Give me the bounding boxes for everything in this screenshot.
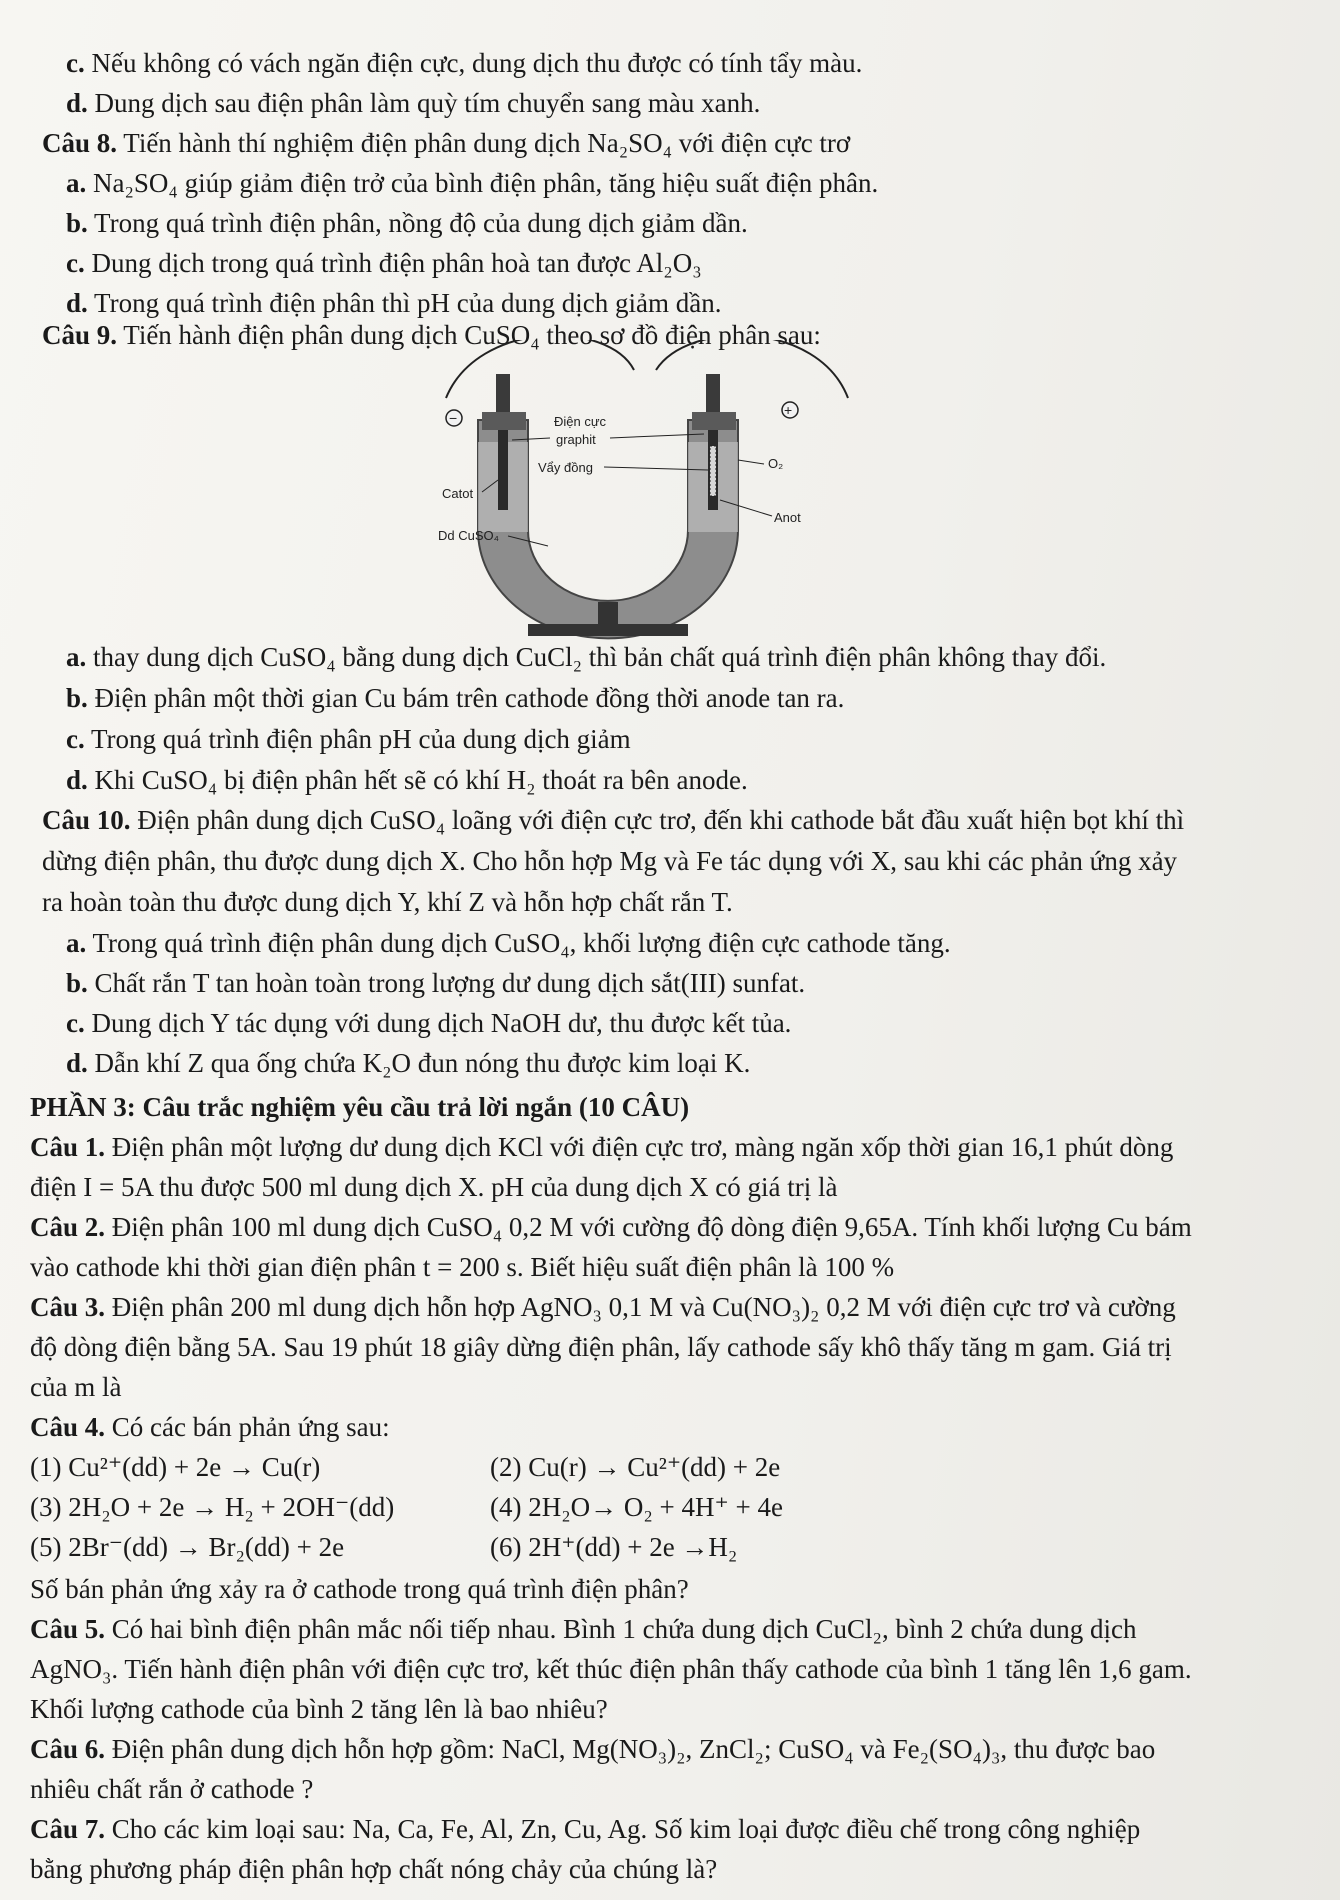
label-catot: Catot (442, 486, 474, 501)
option-letter: a. (66, 168, 87, 198)
text-line: Số bán phản ứng xảy ra ở cathode trong quá trình điện phân? (30, 1574, 689, 1604)
question-number: Câu 5. (30, 1614, 106, 1644)
text-line: d. Trong quá trình điện phân thì pH của dung dịch giảm dần. (66, 288, 722, 318)
pointer-o2 (738, 460, 764, 464)
question-7: Câu 7. Cho các kim loại sau: Na, Ca, Fe, Al, Zn, Cu, Ag. Số kim loại được điều chế trong công nghiệp (30, 1814, 1141, 1844)
option-letter: b. (66, 968, 88, 998)
question-number: Câu 1. (30, 1132, 106, 1162)
label-o2: O₂ (768, 456, 784, 471)
text-line: b. Chất rắn T tan hoàn toàn trong lượng dư dung dịch sắt(III) sunfat. (66, 968, 806, 998)
question-10-title: Câu 10. Điện phân dung dịch CuSO₄ loãng với điện cực trơ, đến khi cathode bắt đầu xuất hiện bọt khí thì (42, 805, 1185, 835)
label-anot: Anot (774, 510, 801, 525)
question-9-title: Câu 9. Tiến hành điện phân dung dịch CuSO₄ theo sơ đồ điện phân sau: (42, 320, 821, 350)
text-line: ra hoàn toàn thu được dung dịch Y, khí Z và hỗn hợp chất rắn T. (42, 887, 733, 917)
option-letter: d. (66, 88, 88, 118)
question-4: Câu 4. Có các bán phản ứng sau: (30, 1412, 390, 1442)
text-line: dừng điện phân, thu được dung dịch X. Cho hỗn hợp Mg và Fe tác dụng với X, sau khi các phản ứng xảy (42, 846, 1178, 876)
question-3: Câu 3. Điện phân 200 ml dung dịch hỗn hợp AgNO₃ 0,1 M và Cu(NO₃)₂ 0,2 M với điện cực trơ và cường (30, 1292, 1176, 1322)
option-letter: a. (66, 642, 87, 672)
text-line: a. Trong quá trình điện phân dung dịch CuSO₄, khối lượng điện cực cathode tăng. (66, 928, 951, 958)
question-5: Câu 5. Có hai bình điện phân mắc nối tiếp nhau. Bình 1 chứa dung dịch CuCl₂, bình 2 chứa dung dịch (30, 1614, 1137, 1644)
text-line: điện I = 5A thu được 500 ml dung dịch X. pH của dung dịch X có giá trị là (30, 1172, 838, 1202)
plus-sign: + (784, 402, 793, 418)
text-line: d. Dung dịch sau điện phân làm quỳ tím chuyển sang màu xanh. (66, 88, 761, 118)
question-1: Câu 1. Điện phân một lượng dư dung dịch KCl với điện cực trơ, màng ngăn xốp thời gian 16,1 phút dòng (30, 1132, 1174, 1162)
question-number: Câu 7. (30, 1814, 106, 1844)
reaction-1: (1) Cu²⁺(dd) + 2e → Cu(r) (30, 1452, 321, 1482)
text-line: của m là (30, 1372, 122, 1402)
text-line: b. Trong quá trình điện phân, nồng độ của dung dịch giảm dần. (66, 208, 748, 238)
reaction-3: (3) 2H₂O + 2e → H₂ + 2OH⁻(dd) (30, 1492, 395, 1522)
text-line: a. thay dung dịch CuSO₄ bằng dung dịch CuCl₂ thì bản chất quá trình điện phân không thay đổi. (66, 642, 1107, 672)
option-letter: d. (66, 765, 88, 795)
cathode-stopper (482, 412, 526, 430)
text-line: d. Khi CuSO₄ bị điện phân hết sẽ có khí H₂ thoát ra bên anode. (66, 765, 748, 795)
question-number: Câu 10. (42, 805, 131, 835)
text-line: Khối lượng cathode của bình 2 tăng lên là bao nhiêu? (30, 1694, 608, 1724)
anode-stopper (692, 412, 736, 430)
text-line: d. Dẫn khí Z qua ống chứa K₂O đun nóng thu được kim loại K. (66, 1048, 751, 1078)
option-letter: d. (66, 1048, 88, 1078)
question-number: Câu 8. (42, 128, 118, 158)
reaction-2: (2) Cu(r) → Cu²⁺(dd) + 2e (490, 1452, 781, 1482)
question-number: Câu 3. (30, 1292, 106, 1322)
text-line: c. Dung dịch Y tác dụng với dung dịch NaOH dư, thu được kết tủa. (66, 1008, 792, 1038)
electrolysis-diagram (438, 340, 858, 640)
reaction-4: (4) 2H₂O→ O₂ + 4H⁺ + 4e (490, 1492, 783, 1522)
copper-flakes (710, 446, 716, 496)
text-line: độ dòng điện bằng 5A. Sau 19 phút 18 giây dừng điện phân, lấy cathode sấy khô thấy tăng m gam. Giá trị (30, 1332, 1172, 1362)
wire-left (446, 340, 634, 398)
question-number: Câu 4. (30, 1412, 106, 1442)
text-line: vào cathode khi thời gian điện phân t = 200 s. Biết hiệu suất điện phân là 100 % (30, 1252, 895, 1282)
text-line: c. Trong quá trình điện phân pH của dung dịch giảm (66, 724, 631, 754)
text-line: AgNO₃. Tiến hành điện phân với điện cực trơ, kết thúc điện phân thấy cathode của bình 1 tăng lên 1,6 gam. (30, 1654, 1192, 1684)
stand-post (598, 602, 618, 624)
cathode-electrode-top (496, 374, 510, 412)
minus-sign: − (449, 410, 458, 426)
option-letter: c. (66, 48, 85, 78)
question-6: Câu 6. Điện phân dung dịch hỗn hợp gồm: NaCl, Mg(NO₃)₂, ZnCl₂; CuSO₄ và Fe₂(SO₄)₃, thu được bao (30, 1734, 1156, 1764)
reaction-6: (6) 2H⁺(dd) + 2e →H₂ (490, 1532, 738, 1562)
section-3-heading: PHẦN 3: Câu trắc nghiệm yêu cầu trả lời ngắn (10 CÂU) (30, 1092, 690, 1122)
text-line: nhiêu chất rắn ở cathode ? (30, 1774, 314, 1804)
text-line: a. Na₂SO₄ giúp giảm điện trở của bình điện phân, tăng hiệu suất điện phân. (66, 168, 879, 198)
question-number: Câu 9. (42, 320, 118, 350)
option-letter: b. (66, 208, 88, 238)
text-line: b. Điện phân một thời gian Cu bám trên cathode đồng thời anode tan ra. (66, 683, 845, 713)
option-letter: b. (66, 683, 88, 713)
option-letter: c. (66, 1008, 85, 1038)
label-dien-cuc: Điện cực (554, 414, 607, 429)
label-dd-cuso4: Dd CuSO₄ (438, 528, 499, 543)
option-letter: d. (66, 288, 88, 318)
stand-base (528, 624, 688, 636)
label-graphit: graphit (556, 432, 596, 447)
cathode-rod (498, 430, 508, 510)
option-letter: c. (66, 724, 85, 754)
text-line: c. Dung dịch trong quá trình điện phân hoà tan được Al₂O₃ (66, 248, 702, 278)
option-letter: c. (66, 248, 85, 278)
text-line: c. Nếu không có vách ngăn điện cực, dung dịch thu được có tính tẩy màu. (66, 48, 863, 78)
anode-electrode-top (706, 374, 720, 412)
reaction-5: (5) 2Br⁻(dd) → Br₂(dd) + 2e (30, 1532, 345, 1562)
question-number: Câu 2. (30, 1212, 106, 1242)
question-number: Câu 6. (30, 1734, 106, 1764)
label-vay-dong: Vẩy đồng (538, 460, 593, 475)
question-8-title: Câu 8. Tiến hành thí nghiệm điện phân dung dịch Na₂SO₄ với điện cực trơ (42, 128, 851, 158)
text-line: bằng phương pháp điện phân hợp chất nóng chảy của chúng là? (30, 1854, 718, 1884)
wire-right (656, 340, 848, 398)
question-2: Câu 2. Điện phân 100 ml dung dịch CuSO₄ 0,2 M với cường độ dòng điện 9,65A. Tính khối lượng Cu bám (30, 1212, 1192, 1242)
option-letter: a. (66, 928, 87, 958)
